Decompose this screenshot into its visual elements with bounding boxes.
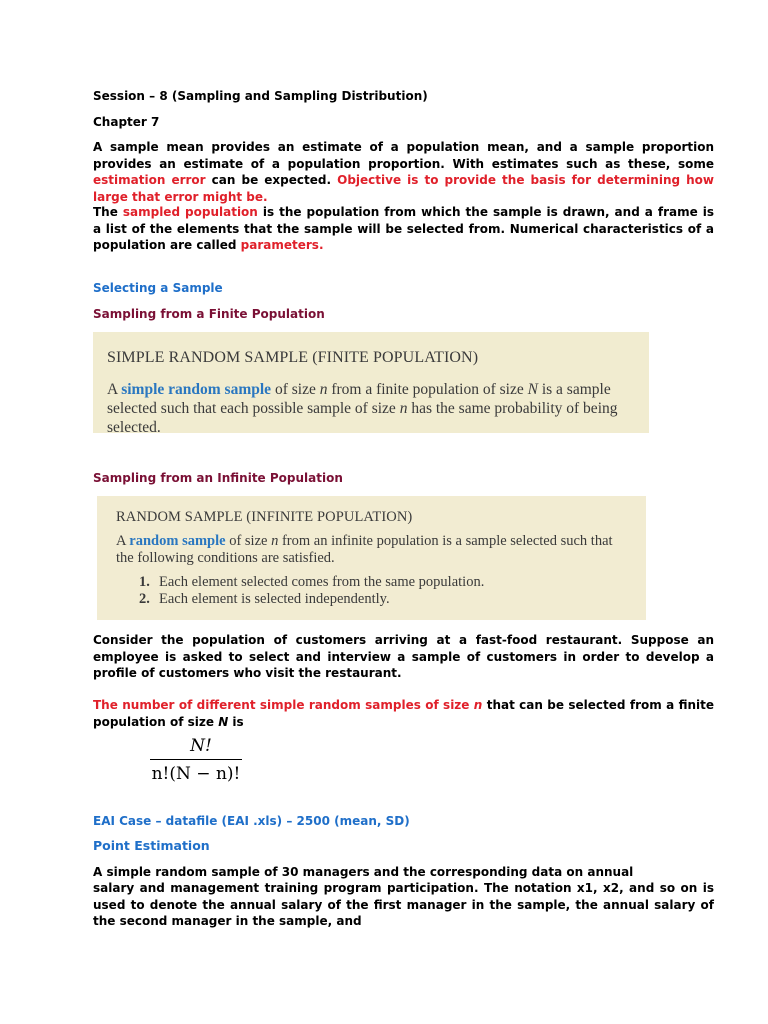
formula-numerator: N! [190, 736, 212, 756]
simple-random-sample-term: simple random sample [121, 381, 272, 398]
fast-food-paragraph: Consider the population of customers arriving at a fast-food restaurant. Suppose an employee is asked to select and interview a sample of customers in order to develop a profile of customers who visit the restaurant. [93, 633, 714, 680]
fraction-bar [150, 759, 242, 760]
intro-paragraph: A sample mean provides an estimate of a population mean, and a sample proportion provides an estimate of a population proportion. With estimates such as these, some estimation error can be expected. Objective is to provide the basis for determining how large that error might be. [93, 140, 715, 204]
heading-selecting-sample: Selecting a Sample [93, 281, 223, 295]
session-title: Session – 8 (Sampling and Sampling Distribution) [93, 89, 428, 103]
heading-infinite-population: Sampling from an Infinite Population [93, 471, 343, 485]
definition-header-infinite: RANDOM SAMPLE (INFINITE POPULATION) [116, 509, 413, 525]
number-of-samples-paragraph: The number of different simple random samples of size n that can be selected from a finite population of size N is [93, 698, 714, 729]
estimation-error-term: estimation error [93, 173, 206, 187]
formula-denominator: n!(N − n)! [151, 764, 241, 784]
definition-text-finite: A simple random sample of size n from a finite population of size N is a sample selected such that each possible sample of size n has the same probability of being selected. [107, 381, 618, 436]
point-estimation-line-1: A simple random sample of 30 managers and the corresponding data on annual [93, 865, 634, 879]
heading-eai-case: EAI Case – datafile (EAI .xls) – 2500 (mean, SD) [93, 814, 410, 828]
condition-list-item: 1. Each element selected comes from the same population. [139, 574, 485, 590]
sampled-population-term: sampled population [122, 205, 258, 219]
definition-box-infinite [97, 496, 646, 620]
heading-finite-population: Sampling from a Finite Population [93, 307, 325, 321]
definition-text-infinite: A random sample of size n from an infinite population is a sample selected such that the following conditions are satisfied. [116, 533, 613, 566]
parameters-term: parameters. [240, 238, 324, 252]
random-sample-term: random sample [129, 533, 226, 549]
chapter-label: Chapter 7 [93, 115, 160, 129]
combinations-formula [150, 736, 242, 784]
objective-statement: Objective is to provide the basis for determining how large that error might be. [93, 173, 715, 204]
definition-header-finite: SIMPLE RANDOM SAMPLE (FINITE POPULATION) [107, 349, 479, 366]
definition-box-finite [93, 332, 649, 436]
condition-list-item: 2. Each element is selected independently. [139, 591, 390, 607]
point-estimation-paragraph: salary and management training program participation. The notation x1, x2, and so on is used to denote the annual salary of the first manager in the sample, the annual salary of the second manager in the sample, and [93, 881, 714, 928]
sampled-population-paragraph: The sampled population is the population from which the sample is drawn, and a frame is a list of the elements that the sample will be selected from. Numerical characteristics of a population are called parameters. [93, 205, 714, 252]
heading-point-estimation: Point Estimation [93, 838, 210, 853]
